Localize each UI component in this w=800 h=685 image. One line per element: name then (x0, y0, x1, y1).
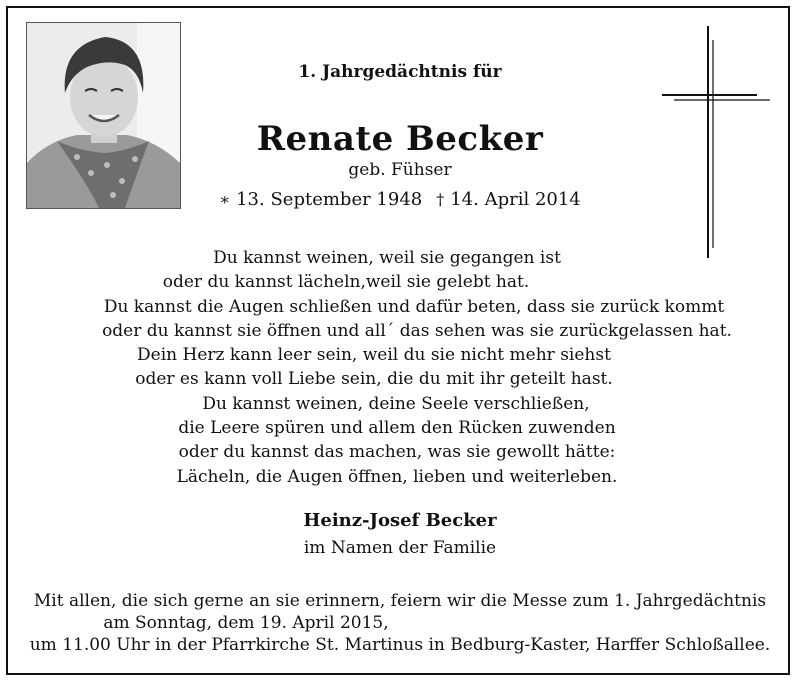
poem-line: Du kannst weinen, deine Seele verschließen, (202, 393, 590, 414)
life-dates (0, 189, 800, 210)
poem-line: Dein Herz kann leer sein, weil du sie nicht mehr siehst (137, 345, 611, 366)
poem-line: oder du kannst das machen, was sie gewollt hätte: (178, 442, 616, 463)
service-line: am Sonntag, dem 19. April 2015, (103, 613, 389, 633)
deceased-name: Renate Becker (256, 119, 544, 159)
death-cross-icon: † (436, 190, 445, 209)
service-info (0, 590, 800, 656)
portrait-photo (26, 22, 181, 209)
birth-date: 13. September 1948 (236, 189, 423, 210)
poem-line: Du kannst die Augen schließen und dafür beten, dass sie zurück kommt (103, 296, 725, 317)
poem-line: die Leere spüren und allem den Rücken zuwenden (178, 418, 616, 439)
service-line: um 11.00 Uhr in der Pfarrkirche St. Martinus in Bedburg-Kaster, Harffer Schloßallee. (29, 635, 771, 655)
poem-line: oder es kann voll Liebe sein, die du mit ihr geteilt hast. (135, 369, 613, 390)
poem-line: Lächeln, die Augen öffnen, lieben und weiterleben. (176, 466, 618, 487)
death-date: 14. April 2014 (450, 189, 581, 210)
signer-name: Heinz-Josef Becker (303, 510, 497, 531)
service-line: Mit allen, die sich gerne an sie erinnern, feiern wir die Messe zum 1. Jahrgedächtnis (33, 591, 767, 611)
poem-line: oder du kannst lächeln,weil sie gelebt hat. (162, 272, 530, 293)
memorial-heading: 1. Jahrgedächtnis für (298, 62, 502, 82)
birth-star-icon: ∗ (219, 190, 231, 209)
signer-role: im Namen der Familie (303, 538, 497, 558)
poem-line: Du kannst weinen, weil sie gegangen ist (213, 248, 561, 268)
poem-line: oder du kannst sie öffnen und all´ das sehen was sie zurückgelassen hat. (102, 320, 732, 341)
birth-name: geb. Fühser (348, 160, 452, 180)
poem (0, 246, 800, 489)
